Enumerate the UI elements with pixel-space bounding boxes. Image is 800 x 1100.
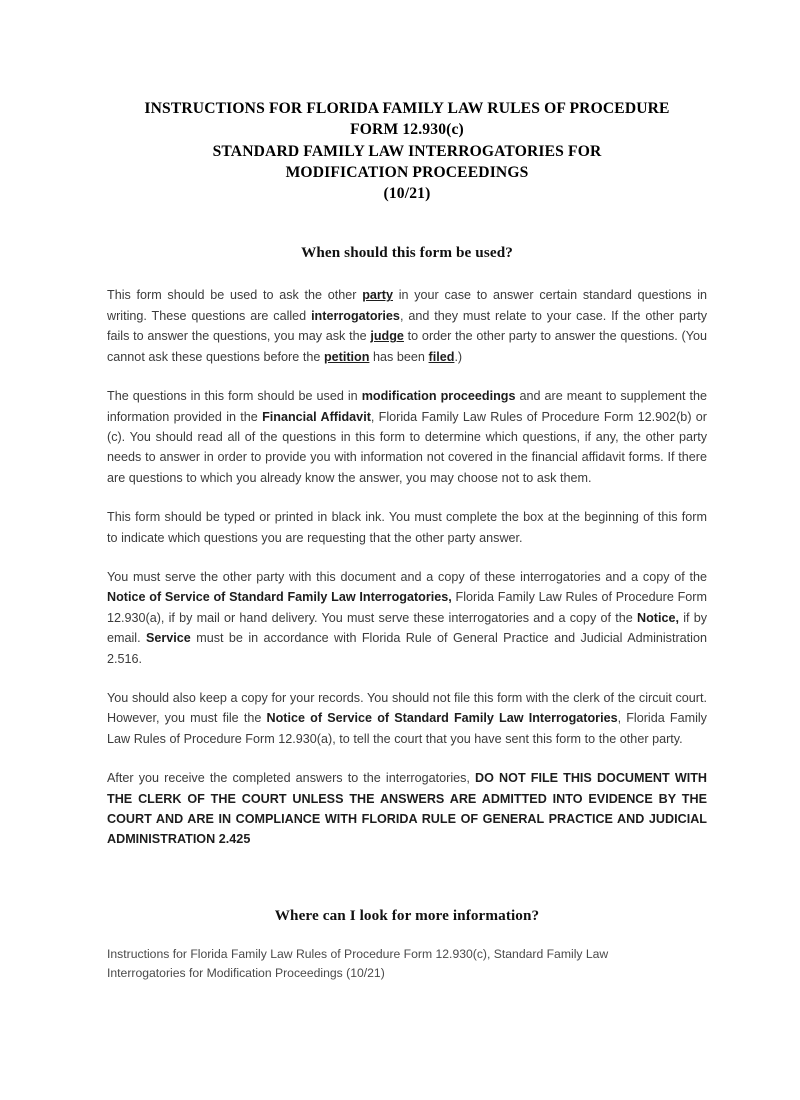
paragraph-modification-proceedings	[107, 386, 707, 488]
term-notice-of-service-of-standard-family-law-interrogatories-2: Notice of Service of Standard Family Law Interrogatories	[266, 711, 618, 726]
warning-do-not-file-this-document: DO NOT FILE THIS DOCUMENT WITH THE CLERK OF THE COURT UNLESS THE ANSWERS ARE ADMITTED INTO EVIDENCE BY THE COURT AND ARE IN COMPLIANCE WITH FLORIDA RULE OF GENERAL PRACTICE AND JUDICIAL ADMINISTRATION 2.425	[107, 771, 707, 847]
paragraph-purpose-text-6: .)	[454, 349, 463, 364]
section-heading-where-can-i-look-for-more-information: Where can I look for more information?	[274, 906, 540, 924]
paragraph-purpose-text-5: has been	[369, 349, 429, 364]
paragraph-service-text-2: Florida Family Law Rules of Procedure Form 12.930(a), if by mail or hand delivery. You must serve these interrogatories and a copy of the	[107, 590, 707, 625]
paragraph-service-text-1: You must serve the other party with this document and a copy of these interrogatories and a copy of the	[107, 569, 707, 584]
term-interrogatories: interrogatories	[311, 308, 400, 323]
document-title-line-2: FORM 12.930(c)	[350, 121, 464, 139]
paragraph-purpose-text-3: , and they must relate to your case. If the other party fails to answer the questions, you may ask the	[107, 308, 707, 344]
paragraph-warning-text-1: After you receive the completed answers to the interrogatories,	[107, 771, 476, 786]
document-footer-line-1: Instructions for Florida Family Law Rules of Procedure Form 12.930(c), Standard Family Law	[107, 946, 609, 961]
paragraph-service-text-4: must be in accordance with Florida Rule of General Practice and Judicial Administration 2.516.	[107, 631, 707, 666]
term-service: Service	[146, 631, 191, 646]
paragraph-service-text-3: if by email.	[107, 610, 708, 646]
paragraph-typed-or-printed	[107, 507, 707, 548]
term-party: party	[362, 288, 393, 303]
paragraph-typed-text-1: This form should be typed or printed in black ink. You must complete the box at the beginning of this form to indicate which questions you are requesting that the other party answer.	[107, 510, 707, 545]
document-title	[107, 0, 707, 204]
paragraph-do-not-file-warning	[107, 768, 707, 850]
paragraph-modification-text-2: and are meant to supplement the information provided in the	[107, 389, 707, 424]
document-title-line-4: MODIFICATION PROCEEDINGS	[285, 163, 529, 181]
term-judge: judge	[370, 329, 404, 344]
document-title-line-3: STANDARD FAMILY LAW INTERROGATORIES FOR	[212, 142, 602, 160]
paragraph-modification-text-3: , Florida Family Law Rules of Procedure Form 12.902(b) or (c). You should read all of the questions in this form to determine which questions, if any, the other party needs to answer in order to provide you with information not covered in the financial affidavit forms. If there are questions to which you already know the answer, you may choose not to ask them.	[107, 409, 708, 485]
paragraph-purpose-text-2: in your case to answer certain standard questions in writing. These questions are called	[107, 288, 707, 323]
term-notice: Notice,	[636, 610, 679, 625]
paragraph-keep-copy-text-2: , Florida Family Law Rules of Procedure Form 12.930(a), to tell the court that you have sent this form to the other party.	[107, 711, 707, 746]
term-filed: filed	[428, 349, 455, 364]
term-financial-affidavit: Financial Affidavit	[262, 409, 371, 424]
paragraph-purpose	[107, 285, 707, 367]
paragraph-modification-text-1: The questions in this form should be used in	[107, 389, 362, 404]
paragraph-purpose-text-1: This form should be used to ask the other	[107, 288, 363, 303]
paragraph-keep-copy-and-file-notice	[107, 688, 707, 749]
term-petition: petition	[323, 349, 370, 364]
term-notice-of-service-of-standard-family-law-interrogatories: Notice of Service of Standard Family Law Interrogatories,	[107, 590, 452, 605]
paragraph-purpose-text-4: to order the other party to answer the questions. (You cannot ask these questions before the	[107, 329, 707, 364]
document-body	[107, 263, 707, 849]
paragraph-keep-copy-text-1: You should also keep a copy for your records. You should not file this form with the clerk of the circuit court. However, you must file the	[107, 690, 707, 726]
document-footer	[107, 926, 667, 984]
document-footer-line-2: Interrogatories for Modification Proceedings (10/21)	[107, 966, 385, 981]
document-title-line-1: INSTRUCTIONS FOR FLORIDA FAMILY LAW RULES OF PROCEDURE	[144, 100, 670, 117]
document-title-revision-date: (10/21)	[383, 185, 431, 203]
term-modification-proceedings: modification proceedings	[361, 389, 516, 404]
section-heading-when-should-this-form-be-used: When should this form be used?	[301, 244, 513, 262]
paragraph-service-requirements	[107, 567, 707, 669]
document-content	[107, 0, 707, 984]
